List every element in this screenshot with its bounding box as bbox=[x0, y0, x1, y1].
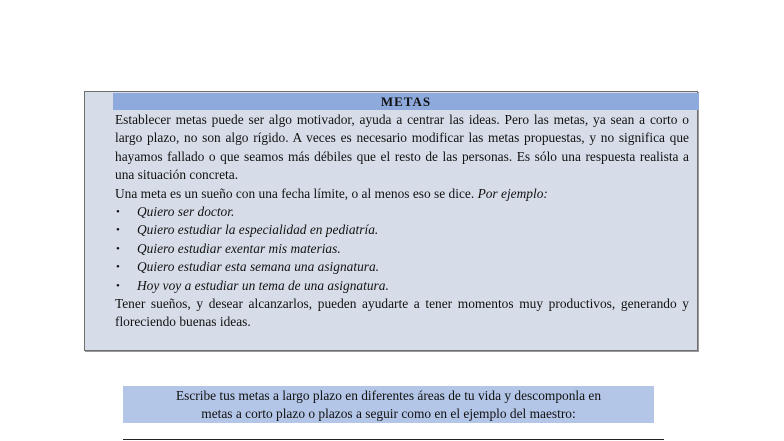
instruction-box bbox=[123, 386, 654, 423]
example-intro bbox=[115, 185, 689, 203]
bullet-icon: • bbox=[116, 206, 120, 219]
example-text: Quiero ser doctor. bbox=[137, 204, 235, 220]
examples-list bbox=[115, 203, 689, 295]
example-intro-emph: Por ejemplo: bbox=[477, 185, 548, 201]
example-text: Quiero estudiar esta semana una asignatura. bbox=[137, 259, 380, 275]
bullet-icon: • bbox=[116, 224, 120, 237]
intro-line: las personas. Es sólo una respuesta realista a una situación concreta. bbox=[115, 148, 689, 183]
bullet-icon: • bbox=[116, 242, 120, 255]
instruction-line-1: Escribe tus metas a largo plazo en diferentes áreas de tu vida y descomponla en bbox=[175, 388, 602, 403]
metas-box bbox=[84, 91, 698, 351]
closing-line: Tener sueños, y desear alcanzarlos, pueden ayudarte a tener momentos muy productivos, bbox=[115, 296, 616, 312]
answer-line bbox=[123, 439, 664, 440]
instruction-line-2: metas a corto plazo o plazos a seguir como en el ejemplo del maestro: bbox=[201, 406, 576, 422]
metas-body bbox=[115, 111, 689, 332]
intro-line: propuestas, y no significa que hayamos fallado o que seamos más débiles que el resto de bbox=[115, 130, 689, 164]
bullet-icon: • bbox=[116, 279, 120, 292]
closing-line: generando y floreciendo buenas ideas. bbox=[115, 296, 689, 330]
list-item bbox=[115, 258, 689, 276]
intro-paragraph bbox=[115, 111, 689, 185]
intro-line: Establecer metas puede ser algo motivador, ayuda a centrar las ideas. Pero las metas, ya bbox=[115, 112, 606, 127]
example-intro-text: Una meta es un sueño con una fecha límite, o al menos eso se dice. bbox=[115, 185, 475, 201]
example-text: Quiero estudiar exentar mis materias. bbox=[137, 240, 341, 256]
list-item bbox=[115, 240, 689, 258]
example-text: Hoy voy a estudiar un tema de una asignatura. bbox=[137, 277, 389, 293]
closing-paragraph bbox=[115, 295, 689, 332]
example-text: Quiero estudiar la especialidad en pediatría. bbox=[137, 222, 379, 238]
list-item bbox=[115, 277, 689, 295]
intro-line: sean a corto o largo plazo, no son algo rígido. A veces es necesario modificar las metas bbox=[115, 112, 689, 146]
metas-title: METAS bbox=[113, 93, 699, 110]
list-item bbox=[115, 221, 689, 239]
bullet-icon: • bbox=[116, 261, 120, 274]
list-item bbox=[115, 203, 689, 221]
